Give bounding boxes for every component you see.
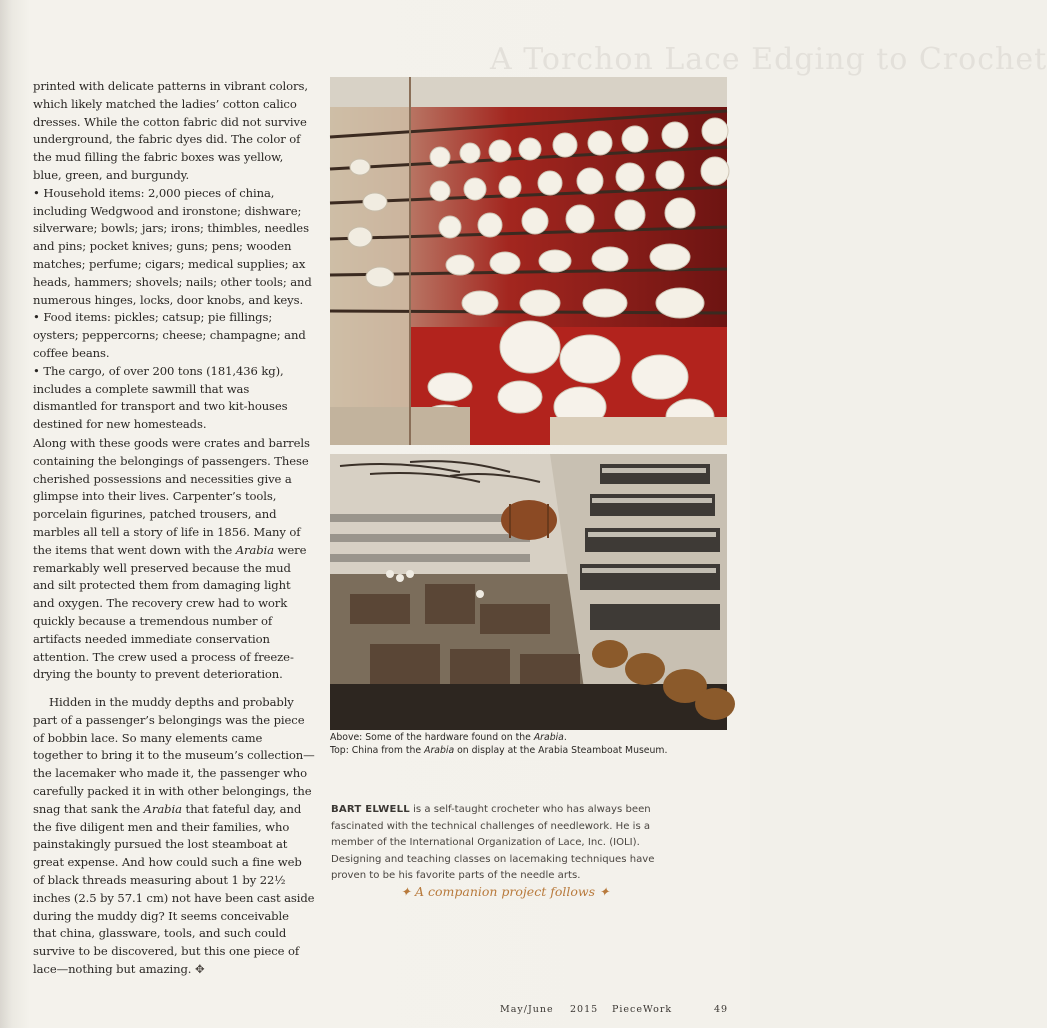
author-bio-text: is a self-taught crocheter who has always been fascinated with the technical challenges of needlework. He is a member of the International Organization of Lace, Inc. (IOLI). Designing and teaching classes on lacemaking techniques have proven to be his favorite parts of the needle arts.	[331, 804, 655, 881]
ship-name: Arabia	[533, 732, 564, 743]
footer-magazine: PieceWork	[612, 1004, 673, 1015]
author-name: BART ELWELL	[331, 804, 410, 815]
hardware-display-illustration	[330, 454, 727, 730]
bullet-cargo: • The cargo, of over 200 tons (181,436 kg), includes a complete sawmill that was dismantled for transport and two kit-houses destined for new homesteads.	[33, 363, 288, 432]
footer-year: 2015	[570, 1004, 599, 1015]
text-run: that fateful day, and the five diligent men and their families, who painstakingly pursued the lost steamboat at great expense. And how could such a fine web of black threads measuring about 1 by 22½ inches (2.5 by 57.1 cm) not have been cast aside during the muddy dig? It seems conceivable that china, glassware, tools, and such could survive to be discovered, but this one piece of lace—nothing but amazing.	[33, 801, 315, 977]
china-shelves-illustration	[330, 77, 727, 445]
bullet-household-items: • Household items: 2,000 pieces of china, including Wedgwood and ironstone; dishware; silverware; bowls; jars; irons; thimbles, needles and pins; pocket knives; guns; pens; wooden matches; perfume; cigars; medical supplies; ax heads, hammers; shovels; nails; other tools; and numerous hinges, locks, door knobs, and keys.	[33, 185, 312, 307]
text-run: were remarkably well preserved because the mud and silt protected them from damaging light and oxygen. The recovery crew had to work quickly because a tremendous number of artifacts needed immediate conservation attention. The crew used a process of freeze-drying the bounty to prevent deterioration.	[33, 542, 307, 682]
footer-issue: May/June	[500, 1004, 554, 1015]
ship-name: Arabia	[424, 744, 455, 756]
text-run: on display at the Arabia Steamboat Museum.	[454, 744, 668, 756]
text-run: Along with these goods were crates and barrels containing the belongings of passengers. These cherished possessions and necessities give a glimpse into their lives. Carpenter’s tools, porcelain figurines, patched trousers, and marbles all tell a story of life in 1856. Many of the items that went down with the	[33, 435, 310, 557]
china-display-photo	[330, 77, 727, 445]
companion-project-note: ✦ A companion project follows ✦	[400, 884, 610, 899]
article-paragraph-passengers	[33, 435, 315, 684]
article-paragraph: printed with delicate patterns in vibrant colors, which likely matched the ladies’ cotton calico dresses. While the cotton fabric did not survive underground, the fabric dyes did. The color of the mud filling the fabric boxes was yellow, blue, green, and burgundy.	[33, 79, 308, 182]
photo-captions	[330, 732, 730, 757]
caption-top-photo	[330, 745, 730, 758]
bleed-through-title: A Torchon Lace Edging to Crochet	[490, 42, 1047, 77]
text-run: Top: China from the	[330, 744, 425, 756]
end-of-article-mark: ✥	[194, 962, 205, 977]
ship-name: Arabia	[235, 542, 274, 557]
text-run: Above: Some of the hardware found on the	[330, 732, 534, 743]
page-number: 49	[714, 1004, 729, 1015]
article-column	[33, 78, 315, 979]
ship-name: Arabia	[143, 801, 182, 816]
caption-bottom-photo	[330, 732, 730, 745]
bullet-food-items: • Food items: pickles; catsup; pie fillings; oysters; peppercorns; cheese; champagne; and coffee beans.	[33, 310, 306, 360]
author-bio	[331, 802, 661, 885]
text-run: .	[563, 732, 567, 743]
text-run: Hidden in the muddy depths and probably part of a passenger’s belongings was the piece of bobbin lace. So many elements came together to bring it to the museum’s collection—the lacemaker who made it, the passenger who carefully packed it in with other belongings, the snag that sank the	[33, 695, 315, 816]
hardware-display-photo	[330, 454, 727, 730]
article-paragraph-lace	[33, 694, 315, 979]
